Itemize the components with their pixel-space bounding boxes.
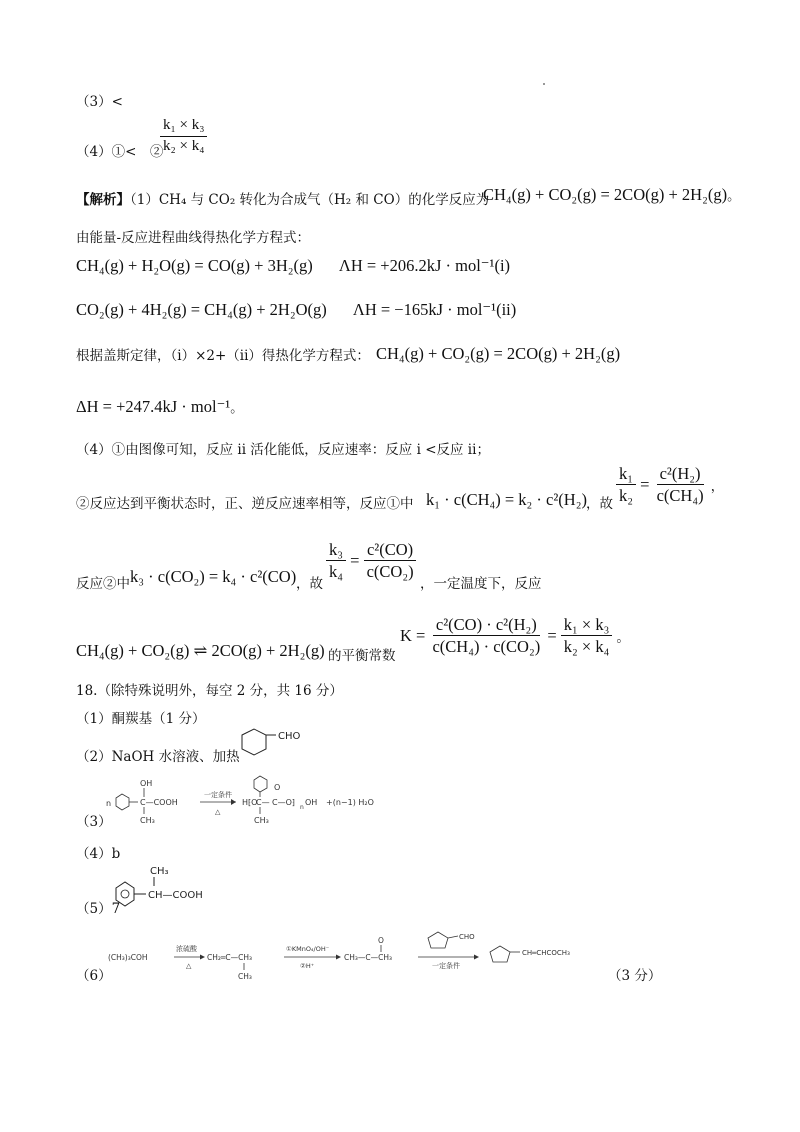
q18-answer-1: （1）酮羰基（1 分） <box>76 711 206 727</box>
tert-butanol: (CH₃)₃COH <box>108 953 148 962</box>
equation-i-dh: ΛH = +206.2kJ · mol⁻¹(i) <box>338 256 511 275</box>
equation-ii-dh: ΛH = −165kJ · mol⁻¹(ii) <box>352 300 517 319</box>
analysis-4-line-2: ②反应达到平衡状态时，正、逆反应速率相等，反应①中 <box>76 496 414 512</box>
q18-answer-6: （6） <box>76 968 112 984</box>
condition-2: ①KMnO₄/OH⁻ <box>286 945 330 953</box>
repeat-subscript: n <box>300 804 304 811</box>
oh-group: OH <box>140 779 153 788</box>
polymer-head: H⁅O <box>242 798 258 807</box>
fraction-denominator: c(CH₄) <box>656 486 704 506</box>
main-reaction-equation <box>483 185 740 205</box>
ch3-group: CH₃ <box>140 816 155 825</box>
period: 。 <box>727 188 741 203</box>
cyclohexanecarbaldehyde-structure <box>230 727 310 767</box>
fraction-denominator: k₄ <box>329 562 344 582</box>
ratio-fraction-2: $\frac{\text{k₃}}{\text{k₄}}$ = $\frac{\text{c²(CO)}}{\text{c(CO₂)}}$ <box>326 541 417 581</box>
synthesis-route <box>106 930 626 984</box>
conjunction-gu-2: ，故 <box>296 576 323 592</box>
equation-ii <box>76 300 516 320</box>
conjunction-gu: ，故 <box>586 496 613 512</box>
isobutene: CH₂═C—CH₃ <box>207 953 253 962</box>
analysis-tag: 【解析】 <box>76 192 130 208</box>
main-reaction: CH₄(g) + CO₂(g) = 2CO(g) + 2H₂(g) <box>483 185 728 204</box>
methyl-substituent: CH₃ <box>238 972 252 981</box>
acidify: ②H⁺ <box>300 962 315 970</box>
heat-symbol: △ <box>215 808 221 816</box>
equilibrium-eq-1: k₁ · c(CH₄) = k₂ · c²(H₂) <box>426 490 587 509</box>
polymer-carbon: C— <box>256 798 270 807</box>
fraction-denominator: k₂ <box>619 486 634 506</box>
ratio-fraction-1: $\frac{\text{k₁}}{\text{k₂}}$ = $\frac{\text{c²(H₂)}}{\text{c(CH₄)}}$ ， <box>616 465 724 505</box>
ketone-oxygen: O <box>378 936 384 945</box>
q18-answer-3: （3） <box>76 814 112 830</box>
heat-symbol: △ <box>186 962 192 970</box>
comma: ， <box>710 478 724 494</box>
q18-answer-6-score: （3 分） <box>608 968 662 984</box>
period: 。 <box>616 629 630 645</box>
hess-dh-value: ΔH = +247.4kJ · mol⁻¹ <box>76 397 231 416</box>
ch3-group: CH₃ <box>150 866 169 877</box>
fraction-numerator: c²(H₂) <box>657 465 704 485</box>
equation-i-body: CH₄(g) + H₂O(g) = CO(g) + 3H₂(g) <box>76 256 313 275</box>
carbonyl-oxygen: O <box>274 783 281 792</box>
condition-3: 一定条件 <box>432 962 460 970</box>
q17-answer-4: （4）①< ② <box>76 144 164 160</box>
furan-ring-icon <box>428 932 448 948</box>
k-symbol: K = <box>400 625 426 645</box>
acetone: CH₃—C—CH₃ <box>344 953 393 962</box>
analysis-4-line-1: （4）①由图像可知，反应 ii 活化能低，反应速率：反应 i <反应 ii； <box>76 442 490 458</box>
ch-cooh-group: CH—COOH <box>148 890 203 901</box>
analysis-text: （1）CH₄ 与 CO₂ 转化为合成气（H₂ 和 CO）的化学反应为 <box>130 192 490 208</box>
ch3-group: CH₃ <box>254 816 269 825</box>
n-coefficient: n <box>106 799 112 808</box>
energy-intro: 由能量-反应进程曲线得热化学方程式： <box>76 230 311 246</box>
overall-reversible-equation: CH₄(g) + CO₂(g) ⇌ 2CO(g) + 2H₂(g) <box>76 641 325 660</box>
fraction-denominator: c(CH₄) · c(CO₂) <box>432 637 541 657</box>
equilibrium-constant-label: 的平衡常数 <box>328 648 396 664</box>
c-cooh-group: C—COOH <box>140 798 178 807</box>
q18-answer-4: （4）b <box>76 846 121 862</box>
equation-ii-body: CO₂(g) + 4H₂(g) = CH₄(g) + 2H₂O(g) <box>76 300 327 319</box>
condition-1: 浓硫酸 <box>176 945 197 953</box>
water-byproduct: +(n−1) H₂O <box>326 798 374 807</box>
hess-dh <box>76 397 243 417</box>
scan-speck <box>543 83 545 85</box>
equilibrium-eq-2: k₃ · c(CO₂) = k₄ · c²(CO) <box>130 567 297 586</box>
period: 。 <box>230 400 244 415</box>
analysis-line-1 <box>76 194 489 208</box>
hess-law-text: 根据盖斯定律，（i）×2+（ii）得热化学方程式： <box>76 348 370 364</box>
q18-answer-2: （2）NaOH 水溶液、加热 <box>76 749 240 765</box>
analysis-4-line-3: 反应②中 <box>76 576 130 592</box>
benzene-ring-icon <box>116 794 129 810</box>
fraction-denominator: k₂ × k₄ <box>163 137 205 154</box>
benzene-ring-icon <box>116 882 134 906</box>
q17-answer-3: （3）< <box>76 94 123 110</box>
phenylpropanoic-acid-structure <box>112 866 232 918</box>
equation-i <box>76 256 510 276</box>
q17-answer-4-fraction <box>160 118 207 155</box>
fraction-numerator: c²(CO) <box>364 541 416 561</box>
furan-ring-icon <box>490 946 510 962</box>
polymerization-scheme <box>104 774 484 830</box>
analysis-4-line-3-tail: ，一定温度下，反应 <box>420 576 542 592</box>
fraction-denominator: k₂ × k₄ <box>563 637 610 657</box>
fraction-numerator: k₁ × k₃ <box>561 616 613 636</box>
hess-equation: CH₄(g) + CO₂(g) = 2CO(g) + 2H₂(g) <box>376 344 621 363</box>
final-product-chain: CH═CHCOCH₃ <box>522 949 570 957</box>
fraction-numerator: c²(CO) · c²(H₂) <box>433 616 540 636</box>
q18-header: 18.（除特殊说明外，每空 2 分，共 16 分） <box>76 683 343 699</box>
equilibrium-constant-expression <box>400 616 629 656</box>
fraction-numerator: k₃ <box>326 541 346 561</box>
fraction-numerator: k₁ <box>616 465 636 485</box>
benzene-ring-icon <box>254 776 267 792</box>
fraction-denominator: c(CO₂) <box>366 562 414 582</box>
q18-answer-5: （5）7 <box>76 901 121 917</box>
polymer-tail: OH <box>305 798 318 807</box>
cho-group: CHO <box>459 933 475 941</box>
reaction-condition: 一定条件 <box>204 791 232 799</box>
equals: = <box>547 625 557 645</box>
svg-text:C—O⁆: C—O⁆ <box>272 798 296 807</box>
fraction-numerator: k₁ × k₃ <box>160 118 207 137</box>
cho-label: CHO <box>278 731 301 742</box>
